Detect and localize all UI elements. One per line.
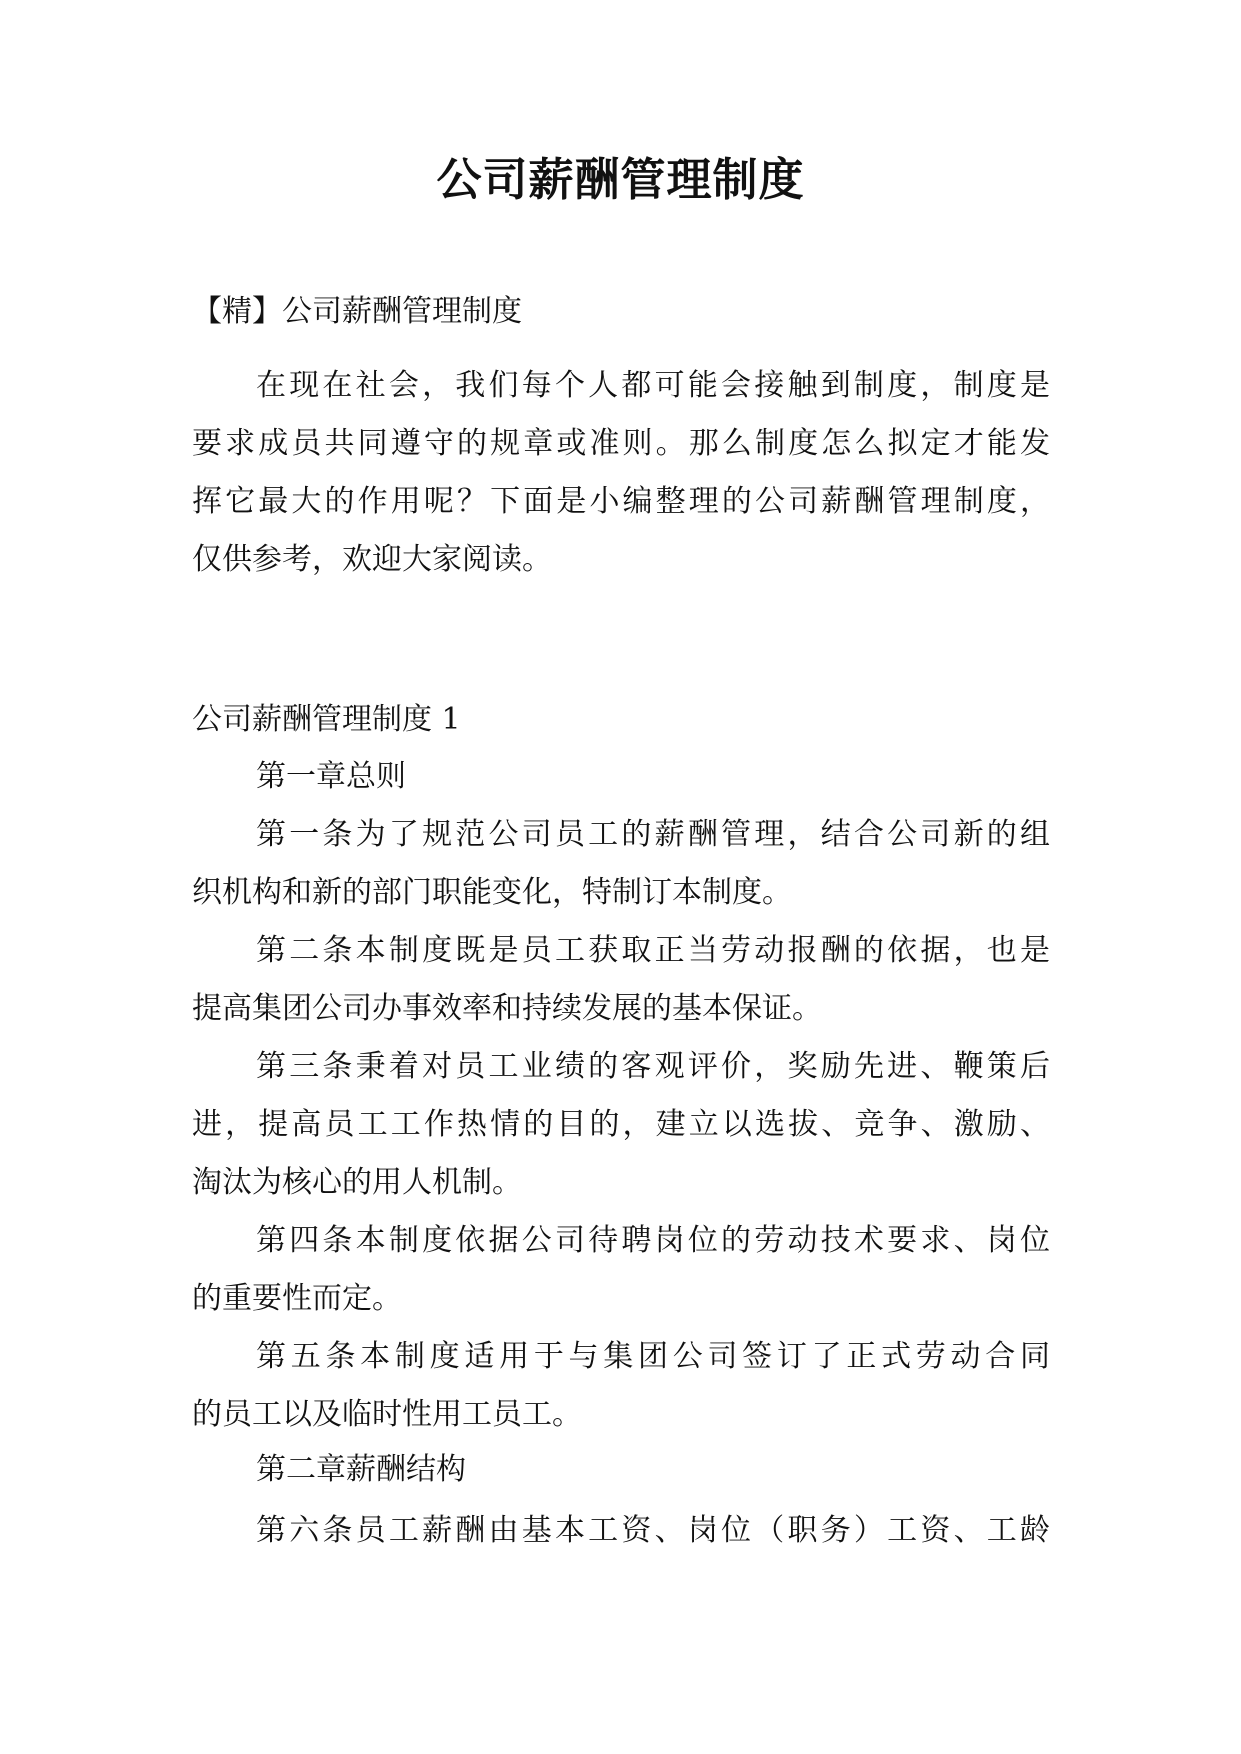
section-heading: 公司薪酬管理制度 1 — [192, 702, 461, 737]
article-line: 第六条员工薪酬由基本工资、岗位（职务）工资、工龄 — [256, 1513, 1050, 1548]
article-paragraph — [192, 922, 1050, 1038]
intro-line: 仅供参考，欢迎大家阅读。 — [192, 542, 552, 577]
document-title: 公司薪酬管理制度 — [436, 153, 805, 206]
article-line: 进，提高员工工作热情的目的，建立以选拔、竞争、激励、 — [192, 1107, 1050, 1142]
article-line: 的重要性而定。 — [192, 1281, 402, 1316]
chapter-heading: 第二章薪酬结构 — [256, 1452, 466, 1487]
intro-paragraph — [192, 357, 1050, 589]
article-paragraph — [192, 1502, 1050, 1560]
article-paragraph — [192, 1038, 1050, 1212]
intro-line: 挥它最大的作用呢？下面是小编整理的公司薪酬管理制度， — [192, 484, 1050, 519]
article-paragraph — [192, 806, 1050, 922]
chapter-heading: 第一章总则 — [256, 759, 406, 794]
document-subtitle: 【精】公司薪酬管理制度 — [192, 294, 522, 329]
article-line: 第一条为了规范公司员工的薪酬管理，结合公司新的组 — [256, 817, 1050, 852]
intro-line: 要求成员共同遵守的规章或准则。那么制度怎么拟定才能发 — [192, 426, 1050, 461]
article-line: 第四条本制度依据公司待聘岗位的劳动技术要求、岗位 — [256, 1223, 1050, 1258]
article-line: 提高集团公司办事效率和持续发展的基本保证。 — [192, 991, 822, 1026]
article-paragraph — [192, 1212, 1050, 1328]
intro-line: 在现在社会，我们每个人都可能会接触到制度，制度是 — [256, 368, 1050, 403]
article-paragraph — [192, 1328, 1050, 1444]
article-line: 第二条本制度既是员工获取正当劳动报酬的依据，也是 — [256, 933, 1050, 968]
article-line: 织机构和新的部门职能变化，特制订本制度。 — [192, 875, 792, 910]
article-line: 第五条本制度适用于与集团公司签订了正式劳动合同 — [256, 1339, 1050, 1374]
article-line: 第三条秉着对员工业绩的客观评价，奖励先进、鞭策后 — [256, 1049, 1050, 1084]
article-line: 的员工以及临时性用工员工。 — [192, 1397, 582, 1432]
article-line: 淘汰为核心的用人机制。 — [192, 1165, 522, 1200]
